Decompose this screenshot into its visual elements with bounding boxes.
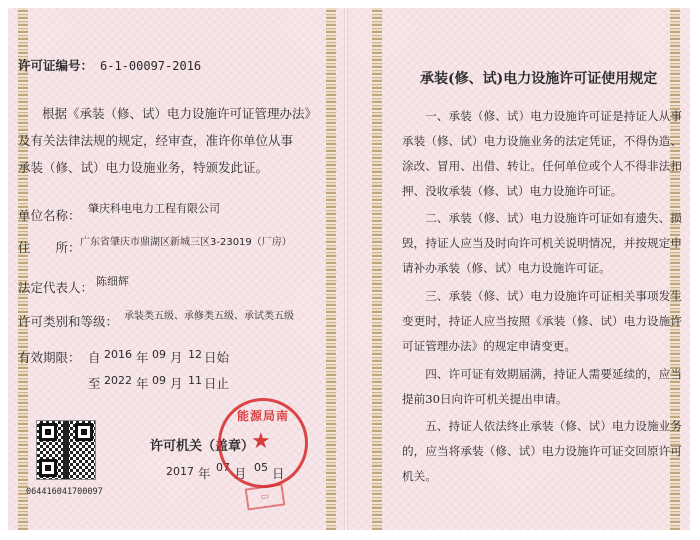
validity-from-month-char: 月 bbox=[170, 350, 183, 365]
qr-code-number: 064416041700097 bbox=[26, 487, 103, 497]
validity-to-day-char: 日止 bbox=[204, 376, 230, 391]
qr-code bbox=[36, 420, 96, 480]
validity-to-year: 2022 bbox=[104, 374, 132, 387]
issue-month: 07 bbox=[216, 461, 230, 474]
qr-finder-bottom-left bbox=[39, 459, 57, 477]
rep-label: 法定代表人： bbox=[18, 280, 94, 295]
validity-to-month: 09 bbox=[152, 374, 166, 387]
seal-star-icon: ★ bbox=[251, 429, 271, 454]
license-number-label: 许可证编号： bbox=[18, 58, 94, 73]
official-seal-text: 能源局南 bbox=[236, 409, 289, 423]
validity-label: 有效期限： bbox=[18, 350, 81, 365]
issue-year-char: 年 bbox=[198, 466, 211, 481]
issue-day: 05 bbox=[254, 461, 268, 474]
validity-from-day: 12 bbox=[188, 348, 202, 361]
rules-title: 承装(修、试)电力设施许可证使用规定 bbox=[420, 71, 658, 87]
rule-4: 四、许可证有效期届满，持证人需要延续的，应当提前30日向许可机关提出申请。 bbox=[402, 367, 682, 406]
address-label: 住 所： bbox=[18, 240, 81, 255]
intro-line-1: 根据《承装（修、试）电力设施许可证管理办法》 bbox=[42, 106, 318, 121]
company-name: 肇庆科电电力工程有限公司 bbox=[88, 202, 220, 215]
validity-from-year-char: 年 bbox=[136, 350, 149, 365]
validity-to-day: 11 bbox=[188, 374, 202, 387]
validity-from-month: 09 bbox=[152, 348, 166, 361]
issue-day-char: 日 bbox=[272, 466, 285, 481]
left-outer-border bbox=[18, 8, 28, 530]
address-value: 广东省肇庆市鼎湖区新城三区3-23019（厂房） bbox=[80, 237, 292, 248]
issuer-label: 许可机关（盖章） bbox=[150, 439, 255, 454]
validity-to-year-char: 年 bbox=[136, 376, 149, 391]
validity-to-month-char: 月 bbox=[170, 376, 183, 391]
rule-2: 二、承装（修、试）电力设施许可证如有遗失、损毁，持证人应当及时向许可机关说明情况，并按规定申请补办承装（修、试）电力设施许可证。 bbox=[402, 211, 682, 275]
issue-month-char: 月 bbox=[234, 466, 247, 481]
left-inner-border bbox=[326, 8, 336, 530]
secondary-stamp: ▭ bbox=[245, 483, 286, 510]
rule-5: 五、持证人依法终止承装（修、试）电力设施业务的，应当将承装（修、试）电力设施许可证交回原许可机关。 bbox=[402, 419, 682, 483]
qr-finder-top-left bbox=[39, 423, 57, 441]
qr-finder-top-right bbox=[75, 423, 93, 441]
validity-from-day-char: 日始 bbox=[204, 350, 230, 365]
issue-year: 2017 bbox=[166, 465, 194, 478]
category-value: 承装类五级、承修类五级、承试类五级 bbox=[124, 311, 294, 322]
right-inner-border bbox=[372, 8, 382, 530]
intro-line-2: 及有关法律法规的规定，经审查，准许你单位从事 bbox=[18, 133, 294, 148]
validity-from-year: 2016 bbox=[104, 348, 132, 361]
intro-line-3: 承装（修、试）电力设施业务，特颁发此证。 bbox=[18, 160, 269, 175]
validity-to-word: 至 bbox=[88, 376, 101, 391]
rep-value: 陈细辉 bbox=[96, 275, 129, 288]
validity-from-word: 自 bbox=[88, 350, 101, 365]
official-seal bbox=[218, 398, 308, 488]
license-number: 6-1-00097-2016 bbox=[100, 59, 202, 73]
rule-1: 一、承装（修、试）电力设施许可证是持证人从事承装（修、试）电力设施业务的法定凭证，不得伪造、涂改、冒用、出借、转让。任何单位或个人不得非法扣押、没收承装（修、试）电力设施许可证。 bbox=[402, 109, 682, 198]
company-label: 单位名称： bbox=[18, 208, 81, 223]
category-label: 许可类别和等级： bbox=[18, 314, 119, 329]
rule-3: 三、承装（修、试）电力设施许可证相关事项发生变更时，持证人应当按照《承装（修、试）电力设施许可证管理办法》的规定申请变更。 bbox=[402, 289, 682, 353]
